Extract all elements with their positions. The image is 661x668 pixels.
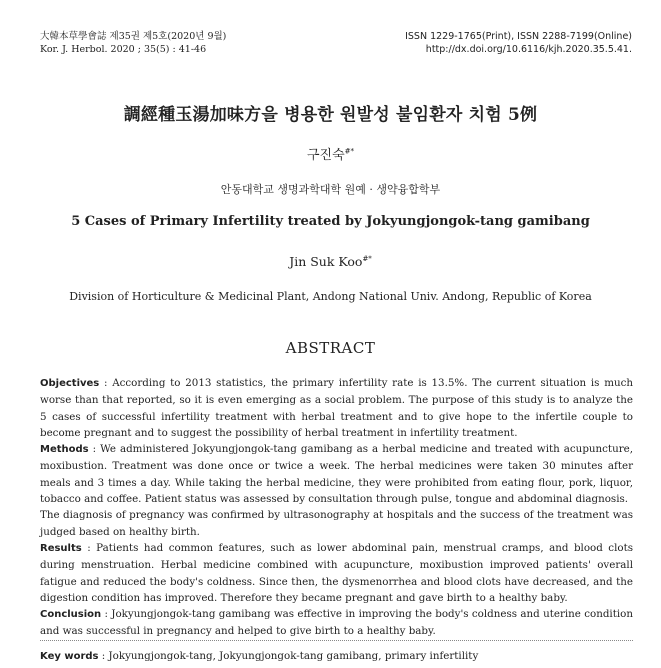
abstract-results [40, 540, 633, 606]
keywords-text: : Jokyungjongok-tang, Jokyungjongok-tang gamibang, primary infertility [98, 650, 479, 662]
methods-text: : We administered Jokyungjongok-tang gamibang as a herbal medicine and treated with acupuncture, moxibustion. Treatment was done once or twice a week. The herbal medicines were taken 30 minutes after meals and 3 times a day. While taking the herbal medicine, they were prohibited from eating flour, pork, liquor, tobacco and coffee. Patient status was assessed by consultation through pulse, tongue and abdominal diagnosis. [40, 443, 633, 506]
paper-title-english: 5 Cases of Primary Infertility treated by Jokyungjongok-tang gamibang [71, 214, 590, 229]
abstract-conclusion [40, 606, 633, 640]
journal-citation: Kor. J. Herbol. 2020 ; 35(5) : 41-46 [40, 44, 207, 55]
author-korean-mark: #* [344, 147, 355, 156]
journal-header-left [40, 30, 226, 56]
objectives-text: : According to 2013 statistics, the primary infertility rate is 13.5%. The current situation is much worse than that reported, so it is even emerging as a social problem. The purpose of this study is to analyze the 5 cases of successful infertility treatment with herbal treatment and to give hope to the infertile couple to become pregnant and to suggest the possibility of herbal treatment in infertility treatment. [40, 377, 633, 439]
author-korean-name: 구진숙 [306, 148, 345, 163]
issn-line: ISSN 1229-1765(Print), ISSN 2288-7199(Online) [405, 31, 632, 42]
results-text: : Patients had common features, such as lower abdominal pain, menstrual cramps, and blood clots during menstruation. Herbal medicine combined with acupuncture, moxibustion improved patients' overall fatigue and reduced the body's coldness. Since then, the dysmenorrhea and blood clots have decreased, and the digestion condition has improved. Therefore they became pregnant and gave birth to a healthy baby. [40, 541, 633, 604]
affiliation-korean: 안동대학교 생명과학대학 원예 · 생약융합학부 [220, 183, 441, 196]
author-korean [0, 144, 661, 163]
conclusion-text: : Jokyungjongok-tang gamibang was effective in improving the body's coldness and uterine condition and was successful in pregnancy and helped to give birth to a healthy baby. [40, 608, 633, 638]
objectives-label: Objectives [40, 378, 100, 389]
author-english [0, 254, 661, 269]
keywords-line [40, 650, 478, 662]
keywords-divider [40, 640, 633, 641]
author-english-mark: #* [362, 254, 372, 263]
methods-label: Methods [40, 444, 89, 456]
paper-title-korean: 調經種玉湯加味方을 병용한 원발성 불임환자 치험 5例 [123, 105, 538, 125]
abstract-heading: ABSTRACT [285, 339, 376, 357]
abstract-objectives [40, 375, 633, 441]
author-english-name: Jin Suk Koo [289, 254, 363, 269]
abstract-methods [40, 441, 633, 507]
affiliation-english: Division of Horticulture & Medicinal Plant, Andong National Univ. Andong, Republic of Korea [69, 290, 592, 303]
keywords-label: Key words [40, 651, 99, 662]
abstract-methods-continued: The diagnosis of pregnancy was confirmed by ultrasonography at hospitals and the success of the treatment was judged based on healthy birth. [40, 509, 633, 538]
conclusion-label: Conclusion [40, 609, 102, 621]
journal-header-right [405, 30, 632, 56]
journal-name: 大韓本草學會誌 제35권 제5호(2020년 9월) [40, 31, 227, 42]
results-label: Results [40, 542, 82, 554]
abstract-body [40, 375, 633, 640]
doi-link[interactable]: http://dx.doi.org/10.6116/kjh.2020.35.5.41. [425, 44, 632, 55]
